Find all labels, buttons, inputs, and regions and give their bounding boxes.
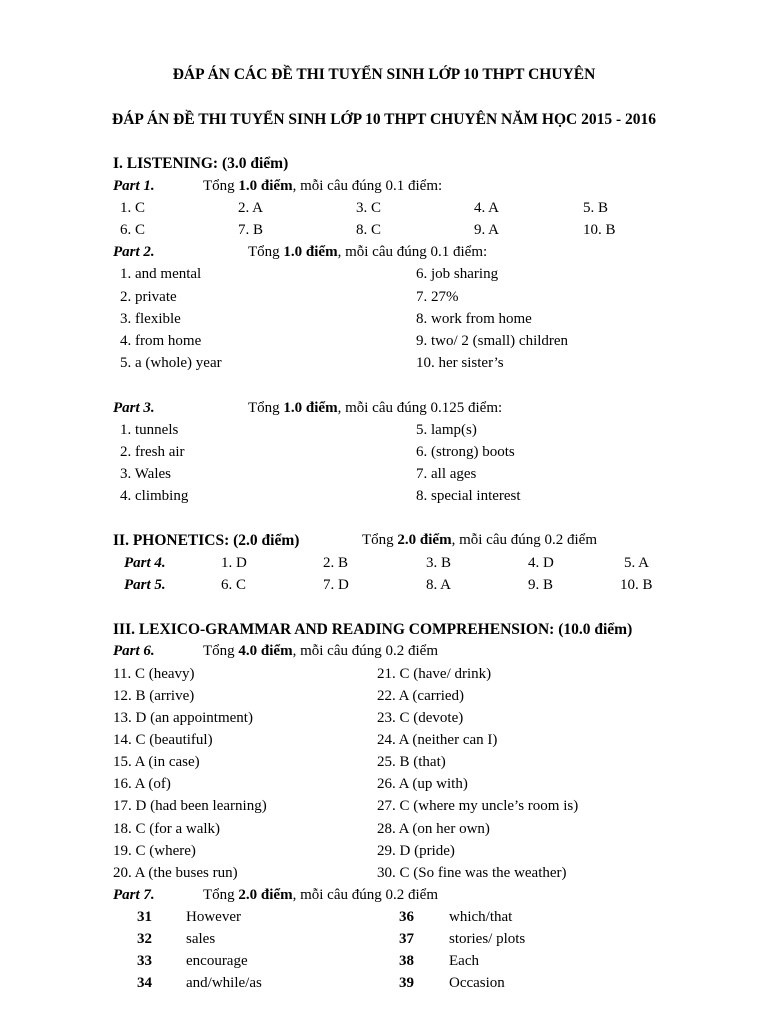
part1-answer: 8. C xyxy=(356,222,382,238)
phonetics-note-prefix: Tổng xyxy=(362,532,398,548)
part5-answer: 6. C xyxy=(221,577,247,593)
part3-label: Part 3. xyxy=(113,400,155,416)
part6-answer: 21. C (have/ drink) xyxy=(377,666,492,682)
part7-note xyxy=(203,888,438,903)
part7-answer: sales xyxy=(186,931,216,947)
part5-answer: 10. B xyxy=(620,577,653,593)
part7-note-prefix: Tổng xyxy=(203,887,239,903)
part7-question-number: 36 xyxy=(399,909,414,925)
part2-answer: 2. private xyxy=(120,289,177,305)
part3-note-bold: 1.0 điểm xyxy=(283,400,338,416)
part4-answer: 1. D xyxy=(221,555,247,571)
part2-answer: 9. two/ 2 (small) children xyxy=(416,333,569,349)
part7-question-number: 39 xyxy=(399,975,414,991)
part6-answer: 29. D (pride) xyxy=(377,843,455,859)
part6-answer: 27. C (where my uncle’s room is) xyxy=(377,798,579,814)
part6-answer: 15. A (in case) xyxy=(113,754,200,770)
part7-question-number: 33 xyxy=(137,953,152,969)
part6-note-prefix: Tổng xyxy=(203,643,239,659)
part2-note-bold: 1.0 điểm xyxy=(283,244,338,260)
phonetics-note xyxy=(362,533,597,548)
part2-note-prefix: Tổng xyxy=(248,244,284,260)
part6-answer: 30. C (So fine was the weather) xyxy=(377,865,567,881)
part1-answer: 1. C xyxy=(120,200,146,216)
part2-answer: 1. and mental xyxy=(120,266,202,282)
part2-note-suffix: , mỗi câu đúng 0.1 điểm: xyxy=(337,244,488,260)
part2-answer: 8. work from home xyxy=(416,311,532,327)
part7-note-suffix: , mỗi câu đúng 0.2 điểm xyxy=(292,887,438,903)
part7-answer: and/while/as xyxy=(186,975,262,991)
phonetics-note-bold: 2.0 điểm xyxy=(397,532,452,548)
part6-label: Part 6. xyxy=(113,643,155,659)
part3-answer: 3. Wales xyxy=(120,466,172,482)
part6-answer: 23. C (devote) xyxy=(377,710,464,726)
part1-answer: 7. B xyxy=(238,222,264,238)
part1-answer: 2. A xyxy=(238,200,264,216)
part6-note xyxy=(203,644,438,659)
part2-note xyxy=(248,245,487,260)
part6-answer: 12. B (arrive) xyxy=(113,688,195,704)
part6-note-bold: 4.0 điểm xyxy=(238,643,293,659)
part1-note xyxy=(203,179,442,194)
part3-answer: 8. special interest xyxy=(416,488,521,504)
part7-question-number: 37 xyxy=(399,931,414,947)
section-heading-lexico: III. LEXICO-GRAMMAR AND READING COMPREHENSION: (10.0 điểm) xyxy=(113,621,633,638)
part7-label: Part 7. xyxy=(113,887,155,903)
document-subtitle: ĐÁP ÁN ĐỀ THI TUYỂN SINH LỚP 10 THPT CHUYÊN NĂM HỌC 2015 - 2016 xyxy=(112,111,656,128)
part6-answer: 24. A (neither can I) xyxy=(377,732,498,748)
part7-question-number: 32 xyxy=(137,931,152,947)
part6-answer: 20. A (the buses run) xyxy=(113,865,238,881)
phonetics-note-suffix: , mỗi câu đúng 0.2 điểm xyxy=(451,532,597,548)
part1-note-prefix: Tổng xyxy=(203,178,239,194)
part1-answer: 4. A xyxy=(474,200,500,216)
part3-note-prefix: Tổng xyxy=(248,400,284,416)
part3-answer: 2. fresh air xyxy=(120,444,185,460)
part7-question-number: 38 xyxy=(399,953,414,969)
part6-answer: 13. D (an appointment) xyxy=(113,710,253,726)
part6-answer: 28. A (on her own) xyxy=(377,821,490,837)
part3-answer: 6. (strong) boots xyxy=(416,444,515,460)
part7-answer: Occasion xyxy=(449,975,505,991)
part1-answer: 6. C xyxy=(120,222,146,238)
part2-answer: 3. flexible xyxy=(120,311,181,327)
part6-answer: 25. B (that) xyxy=(377,754,446,770)
part4-answer: 4. D xyxy=(528,555,554,571)
part3-answer: 4. climbing xyxy=(120,488,189,504)
part6-answer: 14. C (beautiful) xyxy=(113,732,213,748)
part7-note-bold: 2.0 điểm xyxy=(238,887,293,903)
part2-answer: 4. from home xyxy=(120,333,202,349)
part1-answer: 5. B xyxy=(583,200,609,216)
part7-question-number: 34 xyxy=(137,975,152,991)
part2-answer: 7. 27% xyxy=(416,289,459,305)
part7-answer: encourage xyxy=(186,953,248,969)
part2-answer: 6. job sharing xyxy=(416,266,499,282)
part1-answer: 10. B xyxy=(583,222,616,238)
part6-answer: 11. C (heavy) xyxy=(113,666,195,682)
section-heading-phonetics: II. PHONETICS: (2.0 điểm) xyxy=(113,532,300,549)
part6-answer: 26. A (up with) xyxy=(377,776,468,792)
part5-answer: 8. A xyxy=(426,577,452,593)
part5-answer: 9. B xyxy=(528,577,554,593)
part3-note xyxy=(248,401,502,416)
part1-answer: 9. A xyxy=(474,222,500,238)
part3-answer: 1. tunnels xyxy=(120,422,179,438)
part3-answer: 5. lamp(s) xyxy=(416,422,477,438)
part7-answer: stories/ plots xyxy=(449,931,526,947)
section-heading-listening: I. LISTENING: (3.0 điểm) xyxy=(113,155,289,172)
part5-label: Part 5. xyxy=(124,577,166,593)
part4-answer: 5. A xyxy=(624,555,650,571)
part7-answer: Each xyxy=(449,953,479,969)
part7-answer: which/that xyxy=(449,909,513,925)
part4-answer: 2. B xyxy=(323,555,349,571)
part6-answer: 22. A (carried) xyxy=(377,688,465,704)
part1-label: Part 1. xyxy=(113,178,155,194)
part7-answer: However xyxy=(186,909,241,925)
part5-answer: 7. D xyxy=(323,577,349,593)
part4-label: Part 4. xyxy=(124,555,166,571)
part1-note-bold: 1.0 điểm xyxy=(238,178,293,194)
part6-answer: 19. C (where) xyxy=(113,843,196,859)
part6-answer: 17. D (had been learning) xyxy=(113,798,267,814)
part3-answer: 7. all ages xyxy=(416,466,477,482)
part3-note-suffix: , mỗi câu đúng 0.125 điểm: xyxy=(337,400,503,416)
part7-question-number: 31 xyxy=(137,909,152,925)
part2-answer: 10. her sister’s xyxy=(416,355,504,371)
document-title: ĐÁP ÁN CÁC ĐỀ THI TUYỂN SINH LỚP 10 THPT CHUYÊN xyxy=(172,66,596,83)
part1-note-suffix: , mỗi câu đúng 0.1 điểm: xyxy=(292,178,443,194)
part6-answer: 18. C (for a walk) xyxy=(113,821,221,837)
part2-label: Part 2. xyxy=(113,244,155,260)
part4-answer: 3. B xyxy=(426,555,452,571)
part6-note-suffix: , mỗi câu đúng 0.2 điểm xyxy=(292,643,438,659)
part6-answer: 16. A (of) xyxy=(113,776,171,792)
part1-answer: 3. C xyxy=(356,200,382,216)
part2-answer: 5. a (whole) year xyxy=(120,355,222,371)
